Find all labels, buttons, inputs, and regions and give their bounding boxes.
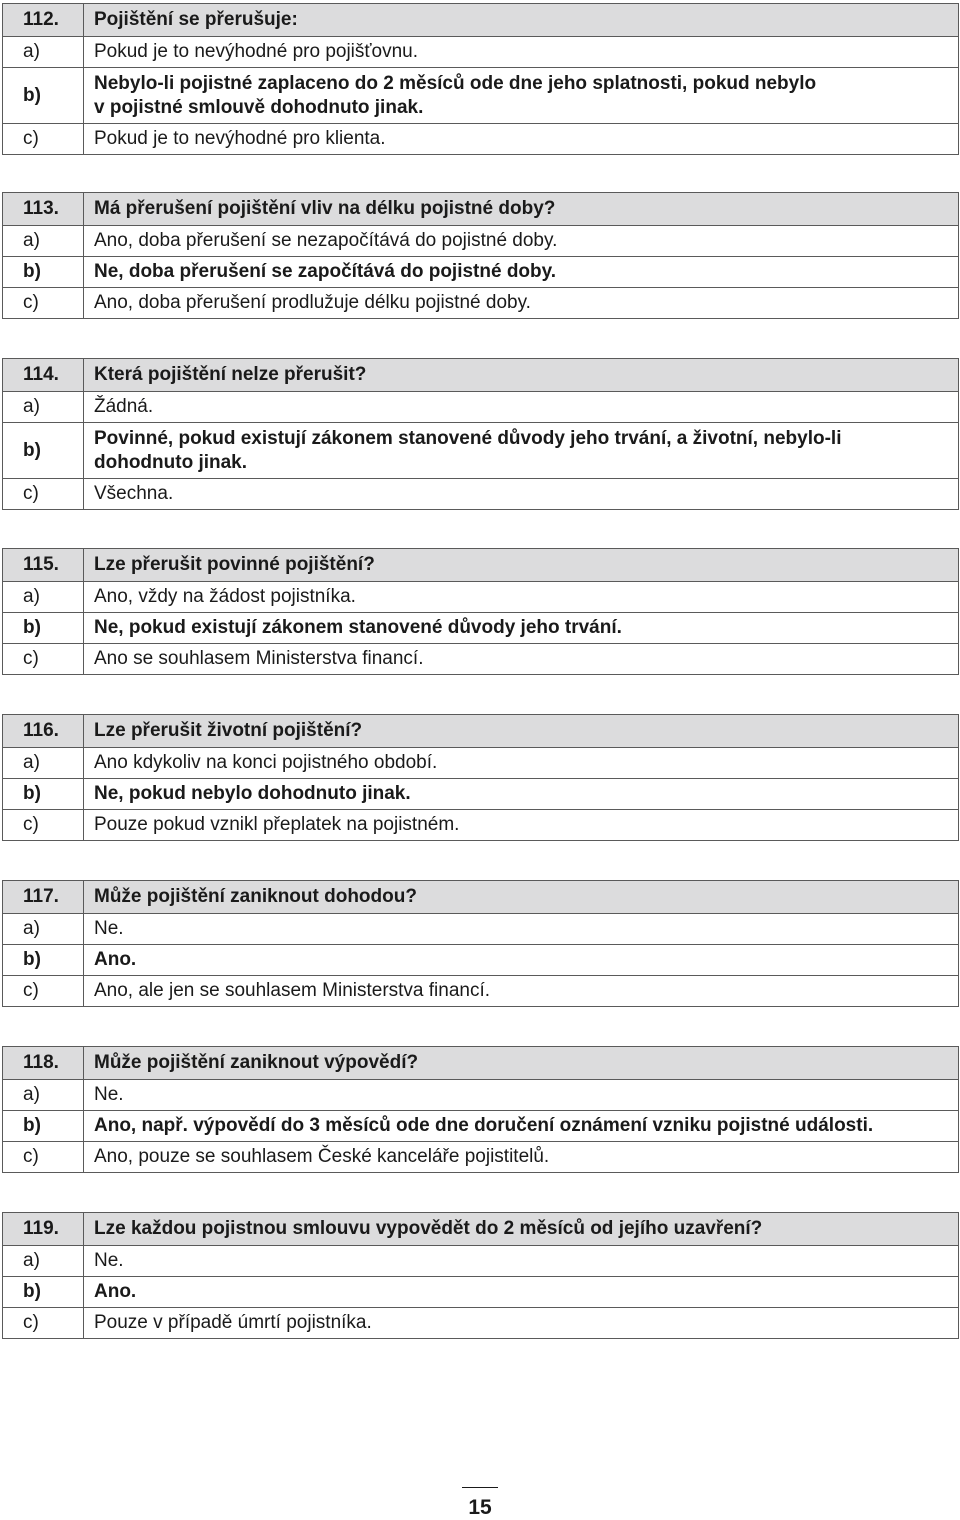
answer-letter: c) bbox=[3, 976, 84, 1007]
page-number: 15 bbox=[468, 1496, 492, 1519]
answer-text: Ne, pokud existují zákonem stanovené důvody jeho trvání. bbox=[84, 613, 959, 644]
answer-letter: a) bbox=[3, 226, 84, 257]
question-header bbox=[3, 359, 959, 392]
answer-text: Ano, pouze se souhlasem České kanceláře pojistitelů. bbox=[84, 1142, 959, 1173]
answer-text: Ano, doba přerušení se nezapočítává do pojistné doby. bbox=[84, 226, 959, 257]
answer-text: Ano, vždy na žádost pojistníka. bbox=[84, 582, 959, 613]
answer-text: Pouze v případě úmrtí pojistníka. bbox=[84, 1308, 959, 1339]
answer-row bbox=[3, 288, 959, 319]
answer-text: Ne. bbox=[84, 1080, 959, 1111]
answer-letter: c) bbox=[3, 288, 84, 319]
answer-letter: b) bbox=[3, 613, 84, 644]
answer-letter: c) bbox=[3, 810, 84, 841]
question-text: Může pojištění zaniknout výpovědí? bbox=[84, 1047, 959, 1080]
question-block bbox=[2, 1046, 959, 1173]
answer-letter: b) bbox=[3, 1111, 84, 1142]
question-header bbox=[3, 1213, 959, 1246]
answer-row bbox=[3, 644, 959, 675]
answer-row bbox=[3, 976, 959, 1007]
question-text: Lze každou pojistnou smlouvu vypovědět do 2 měsíců od jejího uzavření? bbox=[84, 1213, 959, 1246]
answer-text: Ne. bbox=[84, 914, 959, 945]
answer-row bbox=[3, 1080, 959, 1111]
question-header bbox=[3, 4, 959, 37]
answer-row bbox=[3, 613, 959, 644]
question-block bbox=[2, 714, 959, 841]
answer-row bbox=[3, 779, 959, 810]
answer-row bbox=[3, 1308, 959, 1339]
answer-row bbox=[3, 479, 959, 510]
question-header bbox=[3, 881, 959, 914]
answer-letter: b) bbox=[3, 257, 84, 288]
answer-text: Nebylo-li pojistné zaplaceno do 2 měsíců ode dne jeho splatnosti, pokud nebylo v pojistné smlouvě dohodnuto jinak. bbox=[84, 68, 959, 124]
question-number: 115. bbox=[3, 549, 84, 582]
answer-row bbox=[3, 423, 959, 479]
answer-text: Pokud je to nevýhodné pro pojišťovnu. bbox=[84, 37, 959, 68]
answer-row bbox=[3, 226, 959, 257]
question-block bbox=[2, 358, 959, 510]
question-block bbox=[2, 1212, 959, 1339]
answer-row bbox=[3, 810, 959, 841]
answer-letter: c) bbox=[3, 644, 84, 675]
page-number-rule bbox=[462, 1487, 498, 1488]
answer-letter: a) bbox=[3, 1080, 84, 1111]
question-block bbox=[2, 548, 959, 675]
question-number: 117. bbox=[3, 881, 84, 914]
question-block bbox=[2, 192, 959, 319]
question-text: Lze přerušit životní pojištění? bbox=[84, 715, 959, 748]
answer-row bbox=[3, 257, 959, 288]
answer-letter: a) bbox=[3, 1246, 84, 1277]
question-number: 112. bbox=[3, 4, 84, 37]
answer-text: Všechna. bbox=[84, 479, 959, 510]
answer-row bbox=[3, 68, 959, 124]
question-text: Pojištění se přerušuje: bbox=[84, 4, 959, 37]
question-header bbox=[3, 549, 959, 582]
answer-row bbox=[3, 914, 959, 945]
answer-row bbox=[3, 1142, 959, 1173]
question-number: 114. bbox=[3, 359, 84, 392]
answer-text: Ne, pokud nebylo dohodnuto jinak. bbox=[84, 779, 959, 810]
question-block bbox=[2, 3, 959, 155]
answer-text: Ne, doba přerušení se započítává do pojistné doby. bbox=[84, 257, 959, 288]
answer-letter: c) bbox=[3, 124, 84, 155]
answer-text: Ano, doba přerušení prodlužuje délku pojistné doby. bbox=[84, 288, 959, 319]
answer-text: Ne. bbox=[84, 1246, 959, 1277]
answer-text: Ano, ale jen se souhlasem Ministerstva financí. bbox=[84, 976, 959, 1007]
question-number: 119. bbox=[3, 1213, 84, 1246]
answer-letter: b) bbox=[3, 779, 84, 810]
answer-row bbox=[3, 945, 959, 976]
answer-row bbox=[3, 124, 959, 155]
question-number: 113. bbox=[3, 193, 84, 226]
answer-row bbox=[3, 582, 959, 613]
answer-row bbox=[3, 392, 959, 423]
answer-letter: c) bbox=[3, 479, 84, 510]
answer-letter: a) bbox=[3, 582, 84, 613]
answer-letter: c) bbox=[3, 1308, 84, 1339]
answer-letter: b) bbox=[3, 423, 84, 479]
answer-letter: b) bbox=[3, 68, 84, 124]
answer-letter: a) bbox=[3, 748, 84, 779]
answer-row bbox=[3, 1246, 959, 1277]
answer-text: Povinné, pokud existují zákonem stanovené důvody jeho trvání, a životní, nebylo-li dohodnuto jinak. bbox=[84, 423, 959, 479]
answer-letter: a) bbox=[3, 392, 84, 423]
answer-letter: b) bbox=[3, 1277, 84, 1308]
answer-text: Ano kdykoliv na konci pojistného období. bbox=[84, 748, 959, 779]
answer-text: Ano, např. výpovědí do 3 měsíců ode dne doručení oznámení vzniku pojistné události. bbox=[84, 1111, 959, 1142]
question-number: 116. bbox=[3, 715, 84, 748]
answer-row bbox=[3, 1277, 959, 1308]
answer-row bbox=[3, 37, 959, 68]
answer-row bbox=[3, 1111, 959, 1142]
question-header bbox=[3, 715, 959, 748]
answer-text: Ano se souhlasem Ministerstva financí. bbox=[84, 644, 959, 675]
answer-letter: a) bbox=[3, 37, 84, 68]
question-text: Má přerušení pojištění vliv na délku pojistné doby? bbox=[84, 193, 959, 226]
answer-text: Pouze pokud vznikl přeplatek na pojistném. bbox=[84, 810, 959, 841]
question-text: Může pojištění zaniknout dohodou? bbox=[84, 881, 959, 914]
answer-text: Pokud je to nevýhodné pro klienta. bbox=[84, 124, 959, 155]
answer-letter: c) bbox=[3, 1142, 84, 1173]
question-text: Která pojištění nelze přerušit? bbox=[84, 359, 959, 392]
answer-text: Ano. bbox=[84, 945, 959, 976]
answer-letter: b) bbox=[3, 945, 84, 976]
answer-row bbox=[3, 748, 959, 779]
question-header bbox=[3, 193, 959, 226]
question-block bbox=[2, 880, 959, 1007]
question-header bbox=[3, 1047, 959, 1080]
question-text: Lze přerušit povinné pojištění? bbox=[84, 549, 959, 582]
answer-text: Ano. bbox=[84, 1277, 959, 1308]
answer-letter: a) bbox=[3, 914, 84, 945]
answer-text: Žádná. bbox=[84, 392, 959, 423]
question-number: 118. bbox=[3, 1047, 84, 1080]
